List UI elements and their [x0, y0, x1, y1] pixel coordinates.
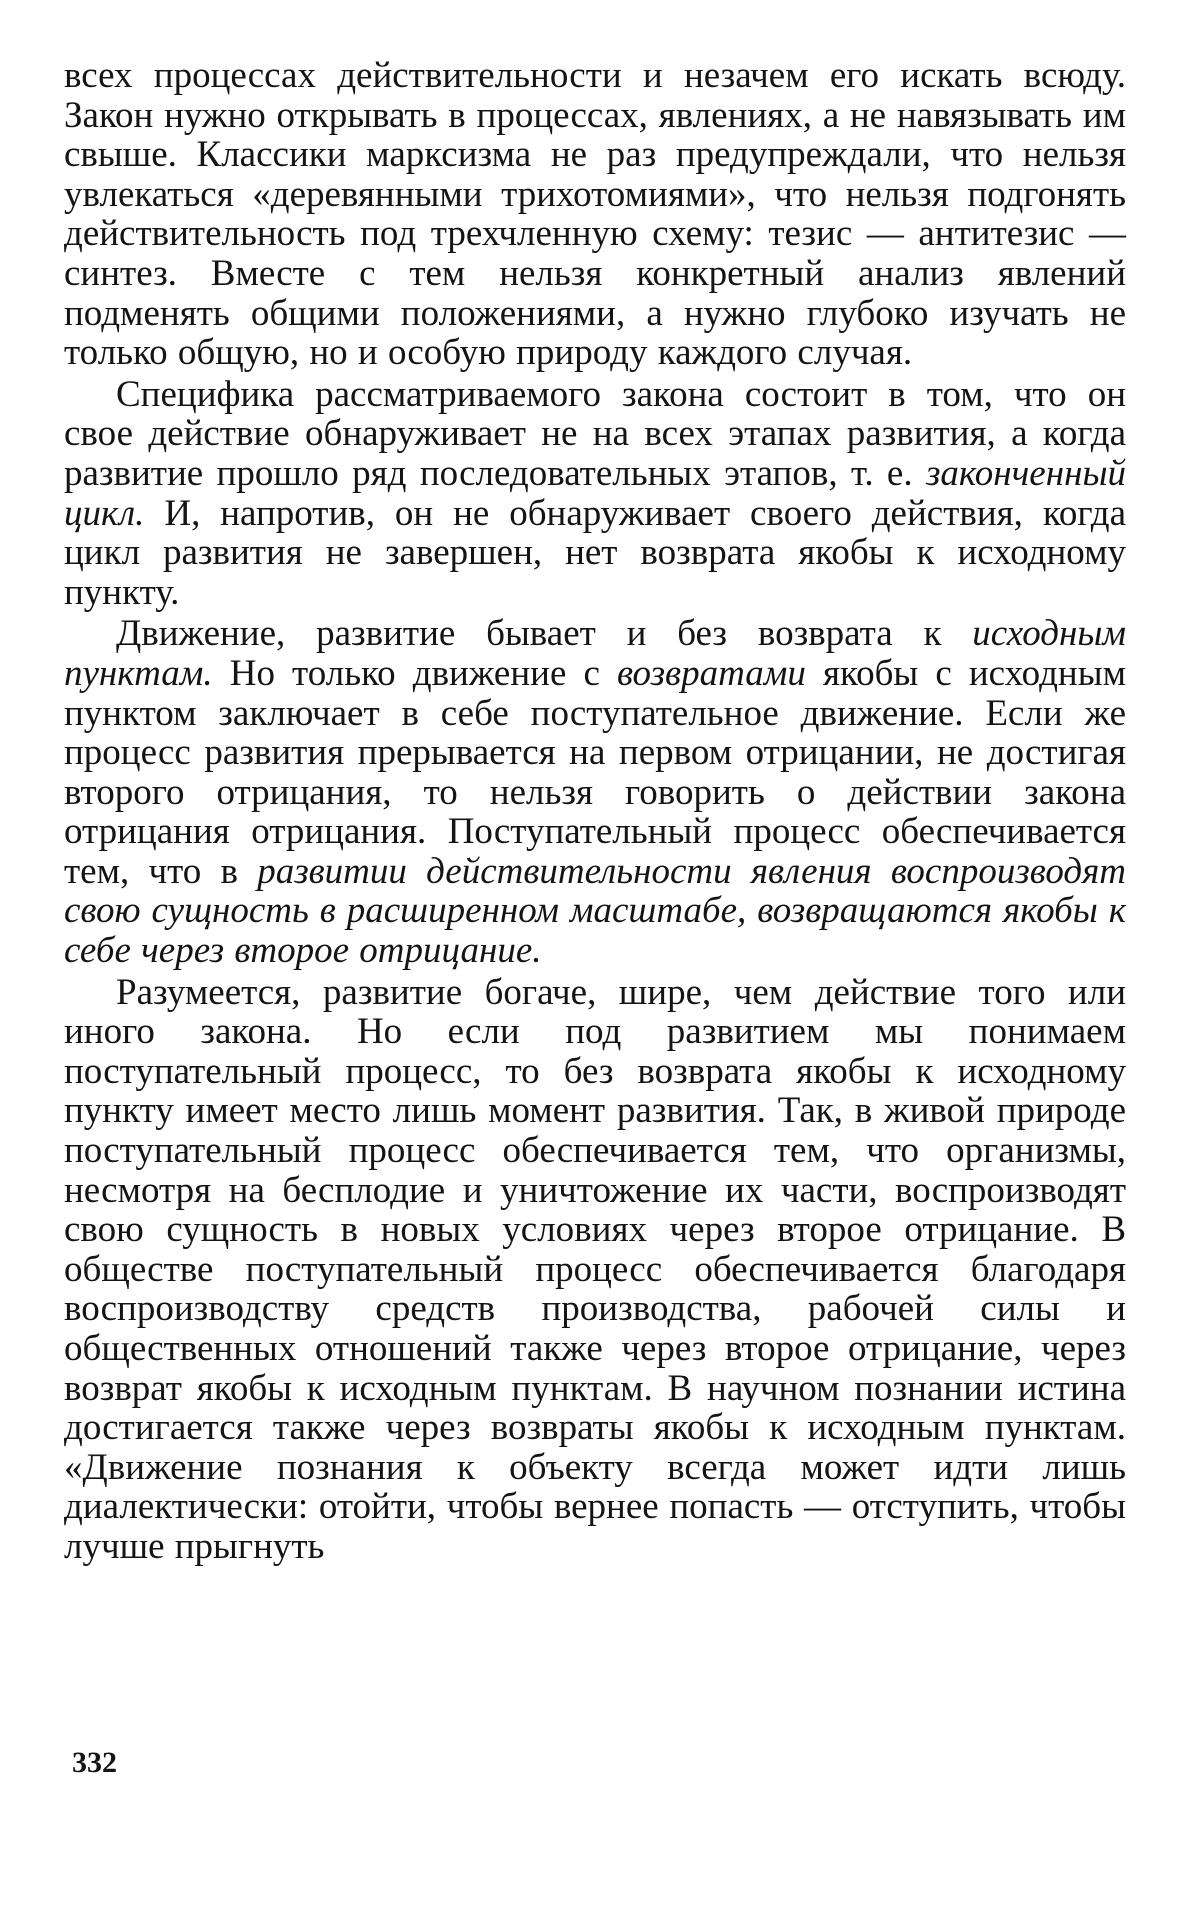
paragraph-3	[64, 614, 1126, 970]
italic-text-segment: исходным пунктам.	[64, 613, 1126, 694]
italic-text-segment: возвратами	[616, 652, 806, 694]
body-text	[64, 56, 1126, 1567]
paragraph-2	[64, 375, 1126, 613]
text-segment: И, напротив, он не обнаруживает своего действия, когда цикл развития не завершен, нет возврата якобы к исходному пункту.	[64, 492, 1126, 613]
text-segment: Специфика рассматриваемого закона состоит в том, что он свое действие обнаруживает не на всех этапах развития, а когда развитие прошло ряд последовательных этапов, т. е.	[64, 373, 1126, 494]
italic-text-segment: развитии действительности явления воспроизводят свою сущность в расширенном масштабе, возвращаются якобы к себе через второе отрицание.	[64, 850, 1126, 972]
text-segment: Движение, развитие бывает и без возврата к	[116, 613, 973, 655]
paragraph-1	[64, 56, 1126, 373]
italic-text-segment: законченный цикл.	[64, 452, 1126, 534]
text-segment: всех процессах действительности и незачем его искать всюду. Закон нужно открывать в процессах, явлениях, а не навязывать им свыше. Классики марксизма не раз предупреждали, что нельзя увлекаться «деревянными трихотомиями», что нельзя подгонять действительность под трехчленную схему: тезис — антитезис — синтез. Вместе с тем нельзя конкретный анализ явлений подменять общими положениями, а нужно глубоко изучать не только общую, но и особую природу каждого случая.	[64, 55, 1126, 374]
page-number: 332	[72, 1746, 117, 1779]
text-segment: якобы с исходным пунктом заключает в себе поступательное движение. Если же процесс развития прерывается на первом отрицании, не достигая второго отрицания, то нельзя говорить о действии закона отрицания отрицания. Поступательный процесс обеспечивается тем, что в	[64, 652, 1127, 892]
paragraph-4	[64, 973, 1126, 1567]
text-segment: Но только движение с	[212, 652, 617, 694]
text-segment: Разумеется, развитие богаче, шире, чем действие того или иного закона. Но если под развитием мы понимаем поступательный процесс, то без возврата якобы к исходному пункту имеет место лишь момент развития. Так, в живой природе поступательный процесс обеспечивается тем, что организмы, несмотря на бесплодие и уничтожение их части, воспроизводят свою сущность в новых условиях через второе отрицание. В обществе поступательный процесс обеспечивается благодаря воспроизводству средств производства, рабочей силы и общественных отношений также через второе отрицание, через возврат якобы к исходным пунктам. В научном познании истина достигается также через возвраты якобы к исходным пунктам. «Движение познания к объекту всегда может идти лишь диалектически: отойти, чтобы вернее попасть — отступить, чтобы лучше прыгнуть	[64, 971, 1126, 1567]
